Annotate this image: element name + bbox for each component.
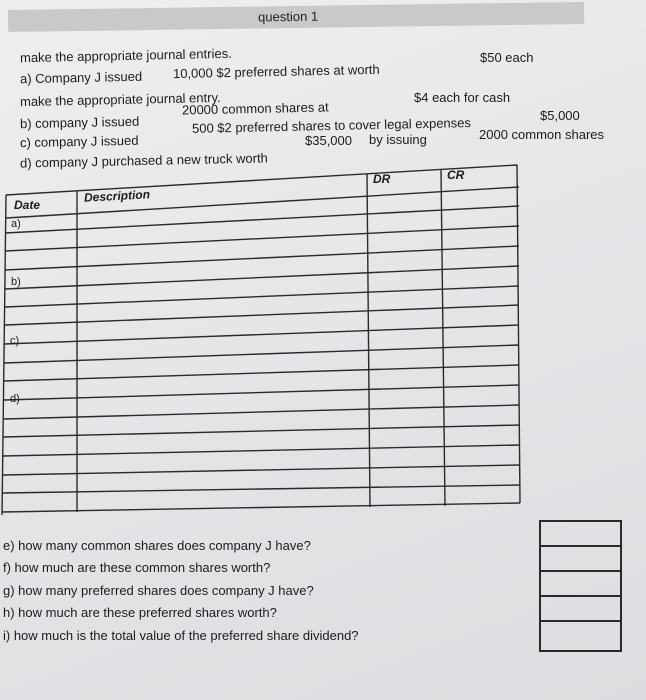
- header-date: Date: [14, 198, 41, 212]
- answer-box-f: [541, 547, 620, 572]
- header-cr: CR: [447, 168, 465, 182]
- row-label-c: c): [10, 335, 20, 347]
- instruction-line-1: make the appropriate journal entries.: [19, 45, 232, 66]
- item-c-detail: 500 $2 preferred shares to cover legal expenses: [191, 115, 472, 136]
- header-dr: DR: [373, 172, 391, 186]
- item-b-price: $4 each for cash: [414, 90, 511, 105]
- item-d-by: by issuing: [369, 132, 427, 147]
- item-d-amount: $35,000: [305, 133, 352, 148]
- answer-boxes: [539, 520, 622, 652]
- row-label-a: a): [11, 218, 21, 230]
- page-title: question 1: [258, 8, 319, 25]
- answer-box-h: [541, 597, 620, 622]
- question-e: e) how many common shares does company J have?: [3, 538, 311, 553]
- item-a-label: a) Company J issued: [19, 68, 143, 87]
- item-a-price: $50 each: [480, 50, 534, 65]
- row-label-d: d): [10, 393, 20, 405]
- item-a-detail: 10,000 $2 preferred shares at worth: [172, 61, 380, 82]
- question-h: h) how much are these preferred shares worth?: [3, 605, 277, 620]
- item-d-label: d) company J purchased a new truck worth: [19, 150, 268, 171]
- answer-box-g: [541, 572, 620, 597]
- item-b-label: b) company J issued: [19, 113, 140, 132]
- row-label-b: b): [11, 276, 21, 288]
- item-c-price: $5,000: [540, 108, 580, 123]
- item-c-label: c) company J issued: [19, 132, 139, 151]
- answer-box-i: [541, 622, 620, 645]
- item-b-detail: 20000 common shares at: [181, 99, 329, 118]
- question-g: g) how many preferred shares does company J have?: [3, 583, 314, 598]
- answer-box-e: [541, 522, 620, 547]
- question-f: f) how much are these common shares worth?: [3, 560, 271, 575]
- instruction-line-2: make the appropriate journal entry.: [19, 89, 221, 110]
- header-description: Description: [83, 187, 151, 205]
- question-i: i) how much is the total value of the preferred share dividend?: [3, 628, 359, 643]
- item-d-shares: 2000 common shares: [479, 127, 605, 142]
